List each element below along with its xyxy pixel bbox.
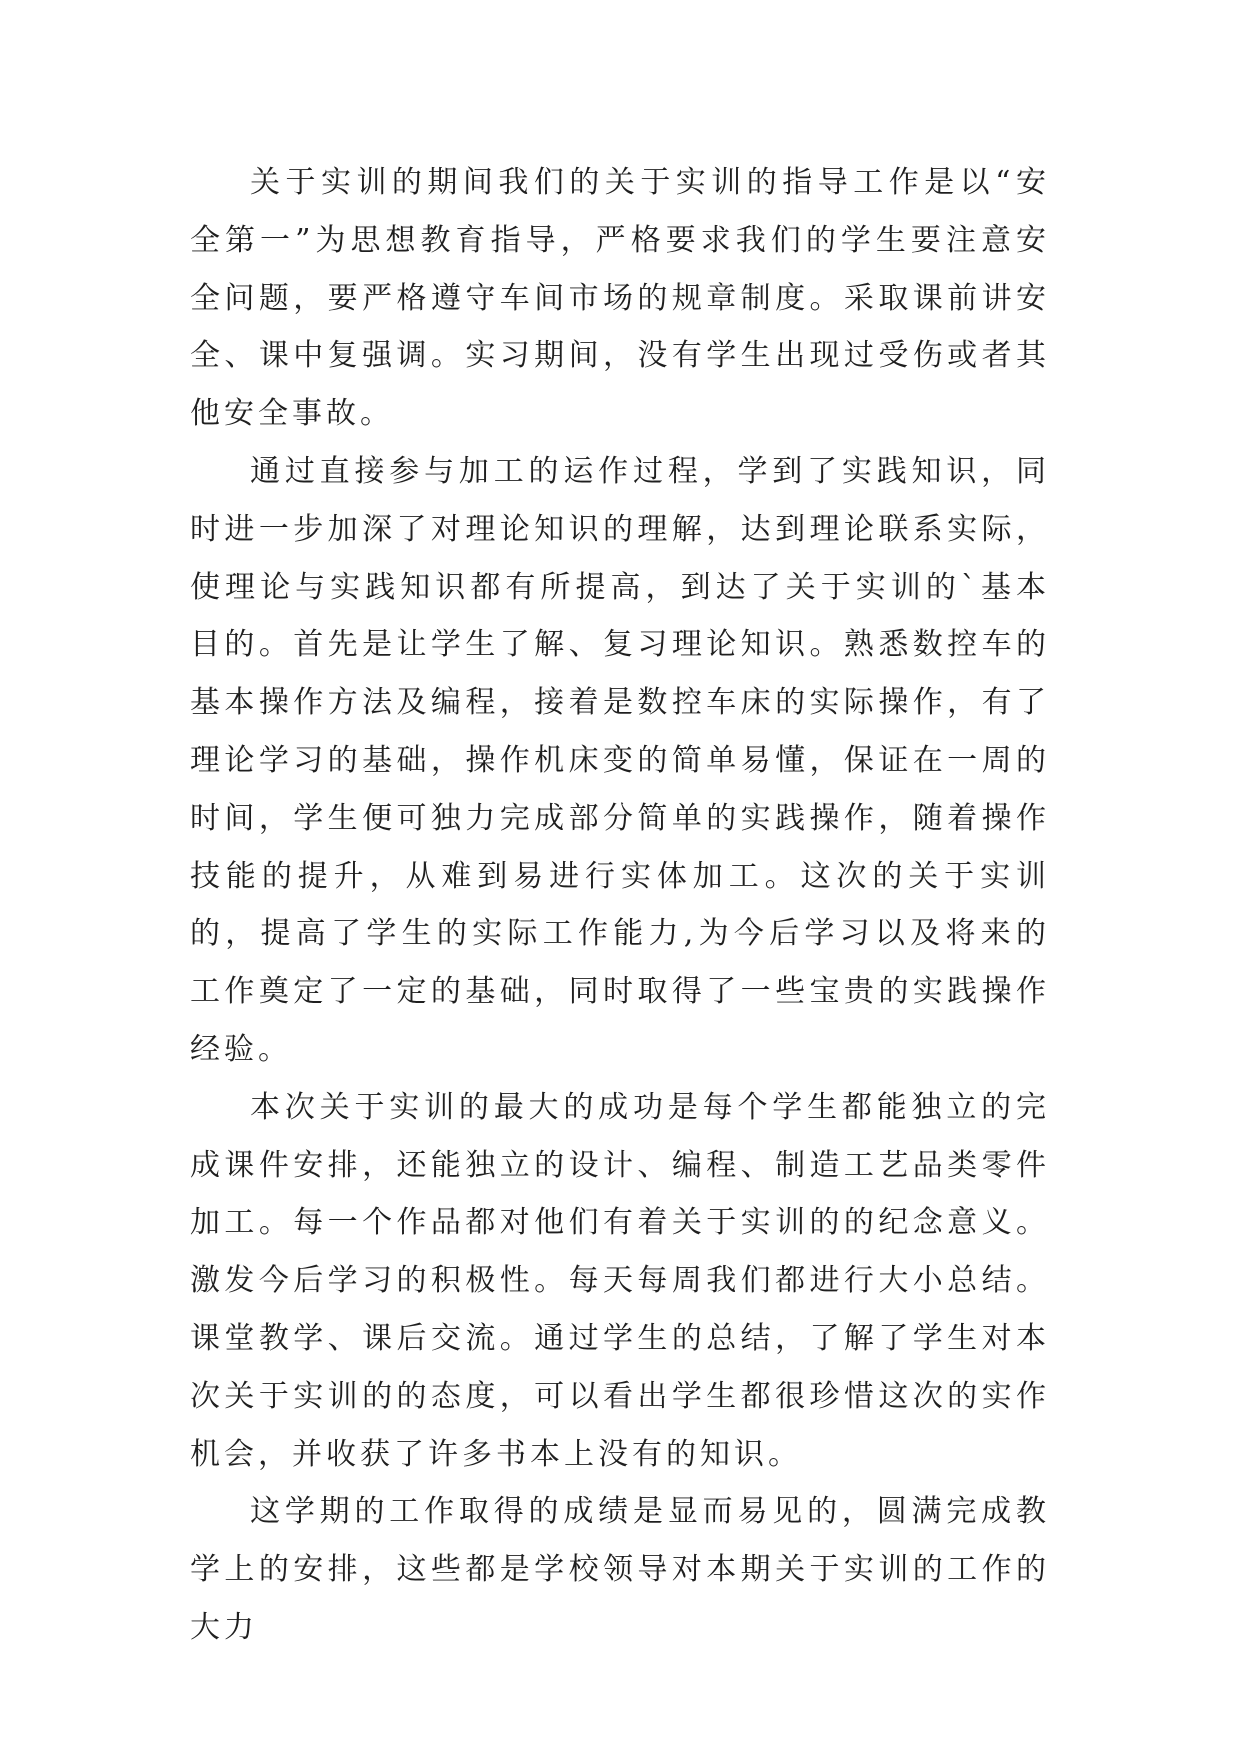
paragraph-achievements: 这学期的工作取得的成绩是显而易见的，圆满完成教学上的安排，这些都是学校领导对本期关于实训的工作的大力 xyxy=(190,1494,1050,1645)
paragraph-practice-knowledge: 通过直接参与加工的运作过程，学到了实践知识，同时进一步加深了对理论知识的理解，达到理论联系实际，使理论与实践知识都有所提高，到达了关于实训的`基本目的。首先是让学生了解、复习理论知识。熟悉数控车的基本操作方法及编程，接着是数控车床的实际操作，有了理论学习的基础，操作机床变的简单易懂，保证在一周的时间，学生便可独力完成部分简单的实践操作，随着操作技能的提升，从难到易进行实体加工。这次的关于实训的，提高了学生的实际工作能力,为今后学习以及将来的工作奠定了一定的基础，同时取得了一些宝贵的实践操作经验。 xyxy=(190,453,1050,1067)
document-body xyxy=(190,154,1050,1657)
paragraph-safety: 关于实训的期间我们的关于实训的指导工作是以“安全第一”为思想教育指导，严格要求我们的学生要注意安全问题，要严格遵守车间市场的规章制度。采取课前讲安全、课中复强调。实习期间，没有学生出现过受伤或者其他安全事故。 xyxy=(190,165,1050,432)
paragraph-success: 本次关于实训的最大的成功是每个学生都能独立的完成课件安排，还能独立的设计、编程、制造工艺品类零件加工。每一个作品都对他们有着关于实训的的纪念意义。激发今后学习的积极性。每天每周我们都进行大小总结。课堂教学、课后交流。通过学生的总结，了解了学生对本次关于实训的的态度，可以看出学生都很珍惜这次的实作机会，并收获了许多书本上没有的知识。 xyxy=(190,1089,1050,1472)
